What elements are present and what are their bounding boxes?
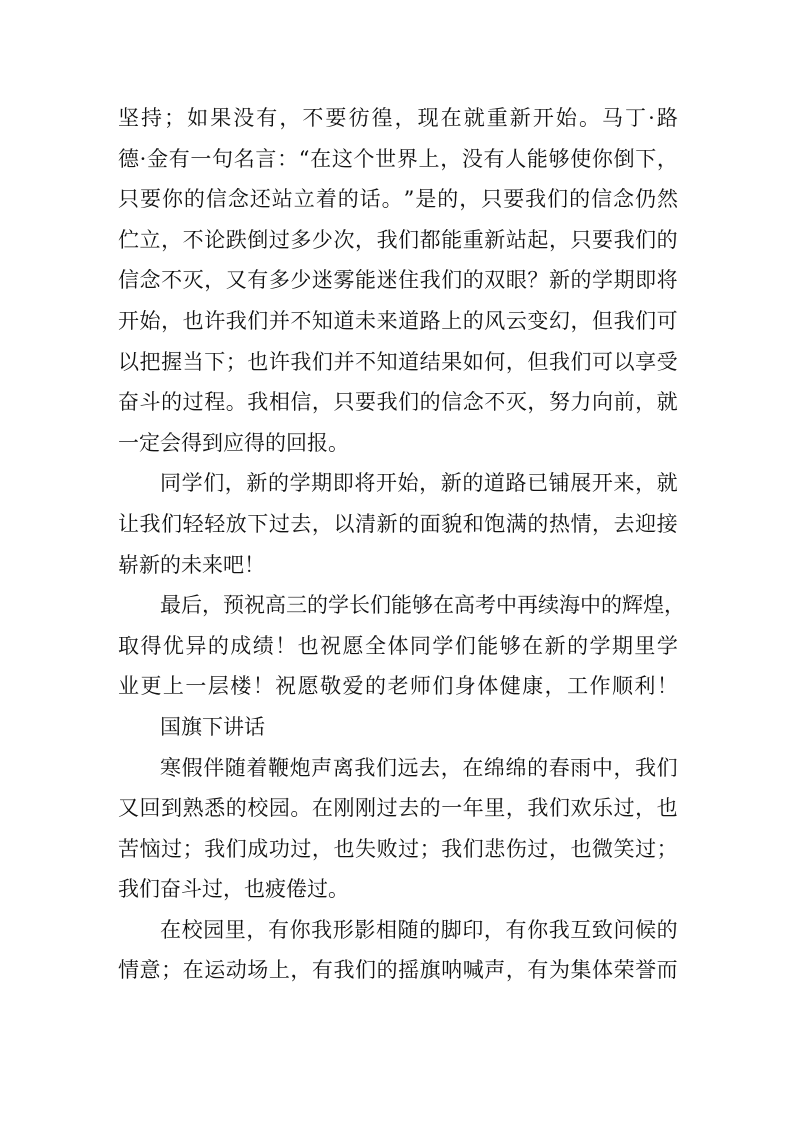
text-line: 一定会得到应得的回报。 — [118, 430, 349, 455]
text-line: 又 回 到 熟 悉 的 校 园 。 在 刚 刚 过 去 的 一 年 里 ， 我 们 欢 乐 过 ， 也 — [118, 796, 678, 821]
text-line: 情 意 ； 在 运 动 场 上 ， 有 我 们 的 摇 旗 呐 喊 声 ， 有 为 集 体 荣 誉 而 — [118, 958, 678, 983]
document-body — [118, 98, 685, 991]
text-line: 开 始 ， 也 许 我 们 并 不 知 道 未 来 道 路 上 的 风 云 变 幻 ， 但 我 们 可 — [118, 308, 678, 333]
text-line: 信 念 不 灭 ， 又 有 多 少 迷 雾 能 迷 住 我 们 的 双 眼 ？ 新 的 学 期 即 将 — [118, 268, 678, 293]
text-line: 苦 恼 过 ； 我 们 成 功 过 ， 也 失 败 过 ； 我 们 悲 伤 过 ， 也 微 笑 过 ； — [118, 836, 678, 861]
text-line: 在 校 园 里 ， 有 你 我 形 影 相 随 的 脚 印 ， 有 你 我 互 致 问 候 的 — [160, 917, 678, 942]
text-line: 以 把 握 当 下 ； 也 许 我 们 并 不 知 道 结 果 如 何 ， 但 我 们 可 以 享 受 — [118, 349, 678, 374]
text-line: 伫 立 ， 不 论 跌 倒 过 多 少 次 ， 我 们 都 能 重 新 站 起 ， 只 要 我 们 的 — [118, 227, 678, 252]
text-line: 最 后 ， 预 祝 高 三 的 学 长 们 能 够 在 高 考 中 再 续 海 中 的 辉 煌 ， — [160, 593, 685, 618]
text-line: 同 学 们 ， 新 的 学 期 即 将 开 始 ， 新 的 道 路 已 铺 展 开 来 ， 就 — [160, 471, 678, 496]
section-heading: 国旗下讲话 — [160, 714, 265, 739]
text-line: 奋 斗 的 过 程 。 我 相 信 ， 只 要 我 们 的 信 念 不 灭 ， 努 力 向 前 ， 就 — [118, 390, 678, 415]
text-line: 坚 持 ； 如 果 没 有 ， 不 要 彷 徨 ， 现 在 就 重 新 开 始 。 马 丁 · 路 — [118, 106, 678, 130]
text-line: 业 更 上 一 层 楼 ！ 祝 愿 敬 爱 的 老 师 们 身 体 健 康 ， 工 作 顺 利 ！ — [118, 674, 678, 699]
text-line: 取 得 优 异 的 成 绩 ！ 也 祝 愿 全 体 同 学 们 能 够 在 新 的 学 期 里 学 — [118, 633, 678, 658]
text-line: 德 · 金 有 一 句 名 言 ： “ 在 这 个 世 界 上 ， 没 有 人 能 够 使 你 倒 下 ， — [118, 146, 678, 171]
text-line: 让 我 们 轻 轻 放 下 过 去 ， 以 清 新 的 面 貌 和 饱 满 的 热 情 ， 去 迎 接 — [118, 511, 678, 536]
text-line: 崭新的未来吧！ — [118, 552, 265, 577]
text-line: 我们奋斗过，也疲倦过。 — [118, 877, 349, 902]
text-line: 只 要 你 的 信 念 还 站 立 着 的 话 。 ” 是 的 ， 只 要 我 们 的 信 念 仍 然 — [118, 187, 678, 212]
text-line: 寒 假 伴 随 着 鞭 炮 声 离 我 们 远 去 ， 在 绵 绵 的 春 雨 中 ， 我 们 — [160, 755, 678, 780]
